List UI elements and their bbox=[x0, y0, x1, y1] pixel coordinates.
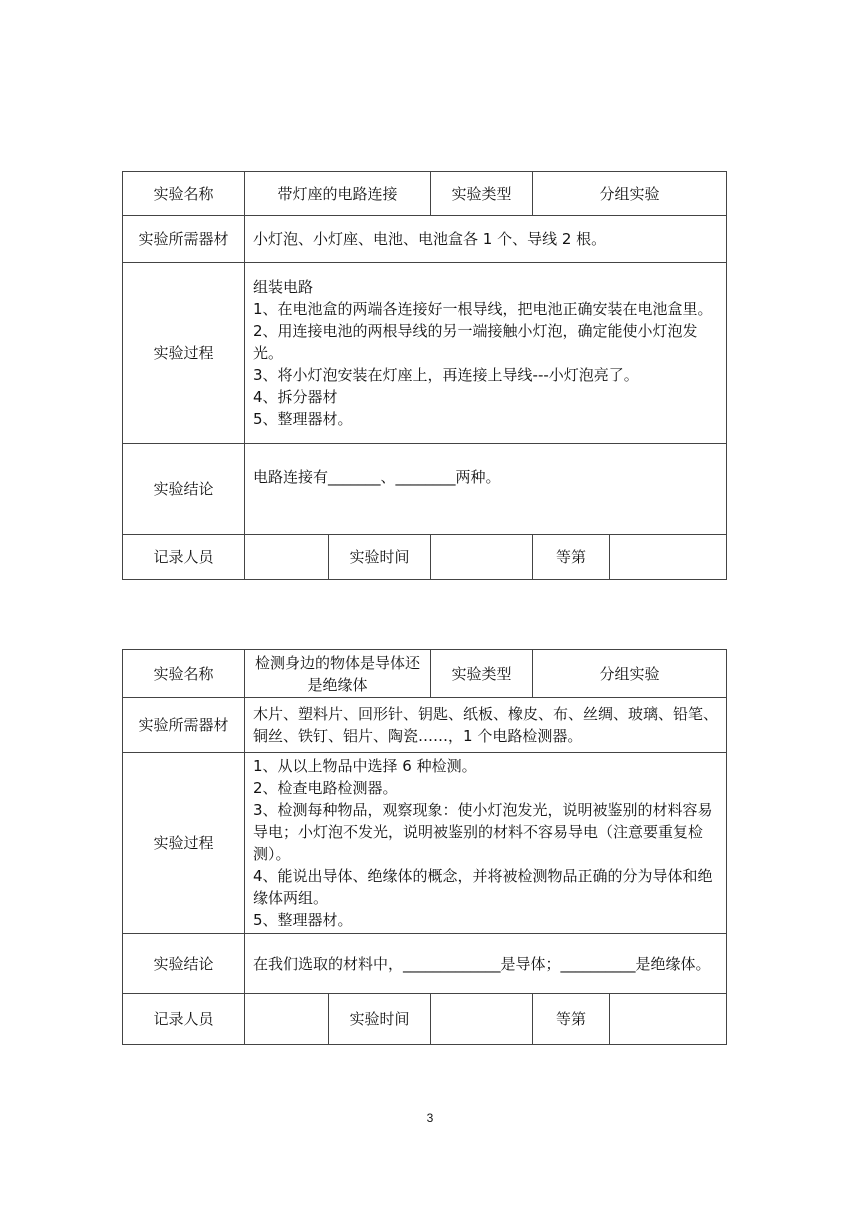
label-conclusion: 实验结论 bbox=[123, 444, 245, 535]
process-line: 1、从以上物品中选择 6 种检测。 bbox=[253, 757, 477, 775]
process-line: 1、在电池盒的两端各连接好一根导线，把电池正确安装在电池盒里。 bbox=[253, 300, 713, 318]
time-value bbox=[431, 994, 533, 1045]
experiment-type: 分组实验 bbox=[533, 172, 727, 216]
recorder-value bbox=[245, 535, 329, 580]
process-line: 5、整理器材。 bbox=[253, 911, 353, 929]
process-line: 2、用连接电池的两根导线的另一端接触小灯泡，确定能使小灯泡发光。 bbox=[253, 322, 698, 362]
label-recorder: 记录人员 bbox=[123, 535, 245, 580]
page-number: 3 bbox=[426, 1111, 434, 1125]
recorder-value bbox=[245, 994, 329, 1045]
process-line: 5、整理器材。 bbox=[253, 410, 353, 428]
label-conclusion: 实验结论 bbox=[123, 934, 245, 994]
experiment-name: 检测身边的物体是导体还是绝缘体 bbox=[245, 650, 431, 698]
label-time: 实验时间 bbox=[329, 535, 431, 580]
process-steps bbox=[245, 753, 727, 934]
label-name: 实验名称 bbox=[123, 650, 245, 698]
process-line: 4、拆分器材 bbox=[253, 388, 338, 406]
process-line: 3、检测每种物品，观察现象：使小灯泡发光，说明被鉴别的材料容易导电；小灯泡不发光，说明被鉴别的材料不容易导电（注意要重复检测）。 bbox=[253, 801, 713, 863]
process-line: 2、检查电路检测器。 bbox=[253, 779, 398, 797]
grade-value bbox=[610, 994, 727, 1045]
label-type: 实验类型 bbox=[431, 650, 533, 698]
label-materials: 实验所需器材 bbox=[123, 216, 245, 263]
experiment-type: 分组实验 bbox=[533, 650, 727, 698]
process-line: 3、将小灯泡安装在灯座上，再连接上导线---小灯泡亮了。 bbox=[253, 366, 639, 384]
conclusion-value: 电路连接有_______、________两种。 bbox=[245, 444, 727, 535]
label-grade: 等第 bbox=[533, 994, 610, 1045]
time-value bbox=[431, 535, 533, 580]
materials-value: 小灯泡、小灯座、电池、电池盒各 1 个、导线 2 根。 bbox=[245, 216, 727, 263]
label-type: 实验类型 bbox=[431, 172, 533, 216]
process-line: 组装电路 bbox=[253, 278, 314, 296]
label-process: 实验过程 bbox=[123, 263, 245, 444]
process-steps bbox=[245, 263, 727, 444]
label-process: 实验过程 bbox=[123, 753, 245, 934]
experiment-table-2 bbox=[122, 649, 727, 1045]
materials-value: 木片、塑料片、回形针、钥匙、纸板、橡皮、布、丝绸、玻璃、铅笔、铜丝、铁钉、铝片、陶瓷……，1 个电路检测器。 bbox=[245, 698, 727, 753]
label-time: 实验时间 bbox=[329, 994, 431, 1045]
label-materials: 实验所需器材 bbox=[123, 698, 245, 753]
grade-value bbox=[610, 535, 727, 580]
experiment-name: 带灯座的电路连接 bbox=[245, 172, 431, 216]
label-grade: 等第 bbox=[533, 535, 610, 580]
process-line: 4、能说出导体、绝缘体的概念，并将被检测物品正确的分为导体和绝缘体两组。 bbox=[253, 867, 713, 907]
label-name: 实验名称 bbox=[123, 172, 245, 216]
conclusion-value: 在我们选取的材料中，_____________是导体；__________是绝缘体。 bbox=[245, 934, 727, 994]
label-recorder: 记录人员 bbox=[123, 994, 245, 1045]
experiment-table-1 bbox=[122, 171, 727, 580]
